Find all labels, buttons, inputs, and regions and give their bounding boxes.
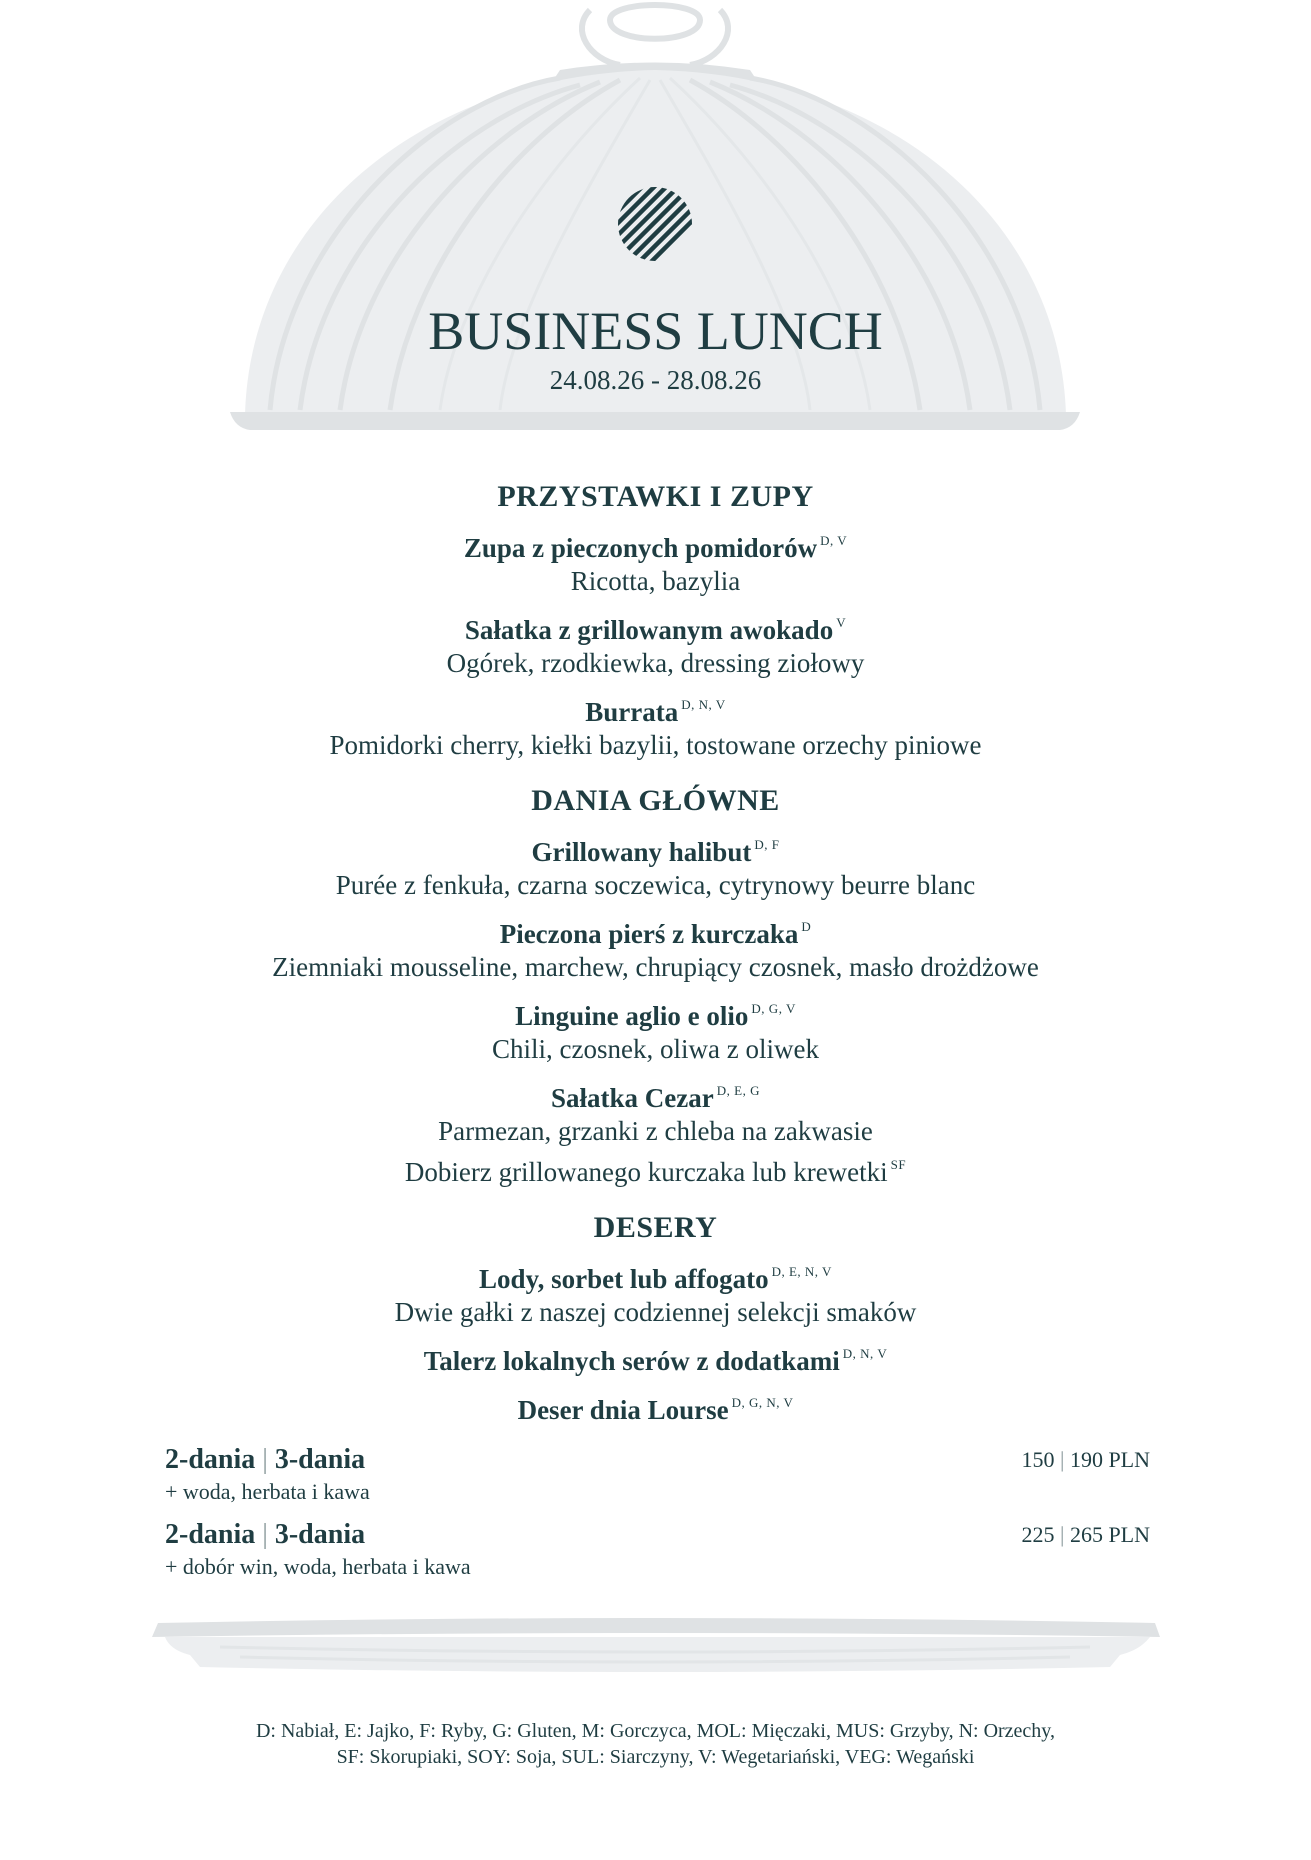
dish-name: Pieczona pierś z kurczaka $^D$ xyxy=(499,919,812,949)
menu-sections xyxy=(0,478,1311,1435)
dish-item xyxy=(0,524,1311,598)
price-value: 150 | 190 PLN xyxy=(1021,1447,1150,1472)
allergen-tags: D, N, V xyxy=(681,697,726,712)
allergen-tags: D, E, N, V xyxy=(771,1264,832,1279)
dish-item xyxy=(0,1386,1311,1427)
section-desserts xyxy=(0,1209,1311,1427)
dish-name: Talerz lokalnych serów z dodatkami $^{D, N, V}$ xyxy=(423,1346,888,1376)
dish-item xyxy=(0,1255,1311,1329)
section-title: PRZYSTAWKI I ZUPY xyxy=(497,480,814,513)
allergen-legend-line: D: Nabiał, E: Jajko, F: Ryby, G: Gluten, M: Gorczyca, MOL: Mięczaki, MUS: Grzyby, N: Orzechy, xyxy=(255,1720,1056,1742)
section-mains xyxy=(0,782,1311,1189)
allergen-tags: SF xyxy=(890,1157,907,1172)
allergen-tags: D xyxy=(801,919,812,934)
dish-description: Purée z fenkuła, czarna soczewica, cytrynowy beurre blanc xyxy=(335,870,976,900)
dish-item xyxy=(0,606,1311,680)
allergen-tags: D, E, G xyxy=(716,1083,760,1098)
price-note: + woda, herbata i kawa xyxy=(165,1479,370,1504)
price-row xyxy=(165,1443,1150,1518)
dish-description: Ricotta, bazylia xyxy=(570,566,741,596)
dish-name: Linguine aglio e olio $^{D, G, V}$ xyxy=(515,1001,796,1031)
dish-item xyxy=(0,910,1311,984)
allergen-legend-line: SF: Skorupiaki, SOY: Soja, SUL: Siarczyny, V: Wegetariański, VEG: Wegański xyxy=(336,1746,975,1768)
dish-name: Grillowany halibut $^{D, F}$ xyxy=(531,837,780,867)
striped-circle-logo-icon xyxy=(617,186,693,262)
section-title: DESERY xyxy=(593,1211,718,1244)
allergen-tags: D, F xyxy=(754,837,780,852)
dish-item xyxy=(0,992,1311,1066)
section-title: DANIA GŁÓWNE xyxy=(531,784,780,817)
page-title: BUSINESS LUNCH xyxy=(428,301,883,361)
dish-description: Ogórek, rzodkiewka, dressing ziołowy xyxy=(446,648,865,678)
dish-description-extra: Dobierz grillowanego kurczaka lub krewetki $^{SF}$ xyxy=(404,1157,907,1187)
allergen-tags: D, G, N, V xyxy=(731,1395,794,1410)
section-starters xyxy=(0,478,1311,762)
allergen-tags: D, G, V xyxy=(751,1001,796,1016)
allergen-tags: V xyxy=(836,615,847,630)
price-value: 225 | 265 PLN xyxy=(1021,1522,1150,1547)
dish-name: Deser dnia Lourse $^{D, G, N, V}$ xyxy=(517,1395,794,1425)
price-courses: 2-dania | 3-dania xyxy=(165,1519,366,1550)
date-range: 24.08.26 - 28.08.26 xyxy=(549,365,762,395)
dish-item xyxy=(0,688,1311,762)
dish-name: Sałatka z grillowanym awokado $^V$ xyxy=(464,615,847,645)
price-list xyxy=(165,1443,1150,1593)
dish-name: Sałatka Cezar $^{D, E, G}$ xyxy=(551,1083,760,1113)
allergen-legend xyxy=(0,1718,1311,1770)
dish-item xyxy=(0,1074,1311,1189)
price-courses: 2-dania | 3-dania xyxy=(165,1444,366,1475)
dish-name: Burrata $^{D, N, V}$ xyxy=(585,697,726,727)
dish-description: Dwie gałki z naszej codziennej selekcji smaków xyxy=(394,1297,917,1327)
dish-description: Chili, czosnek, oliwa z oliwek xyxy=(492,1034,819,1064)
dish-name: Lody, sorbet lub affogato $^{D, E, N, V}$ xyxy=(479,1264,832,1294)
price-row xyxy=(165,1518,1150,1593)
dish-item xyxy=(0,828,1311,902)
dish-description: Ziemniaki mousseline, marchew, chrupiący czosnek, masło drożdżowe xyxy=(272,952,1039,982)
allergen-tags: D, N, V xyxy=(842,1346,888,1361)
tray-illustration xyxy=(0,1605,1311,1685)
dish-item xyxy=(0,1337,1311,1378)
dish-description: Parmezan, grzanki z chleba na zakwasie xyxy=(438,1116,873,1146)
price-note: + dobór win, woda, herbata i kawa xyxy=(165,1554,471,1579)
dish-description: Pomidorki cherry, kiełki bazylii, tostowane orzechy piniowe xyxy=(329,730,982,760)
allergen-tags: D, V xyxy=(820,533,848,548)
dish-name: Zupa z pieczonych pomidorów $^{D, V}$ xyxy=(463,533,848,563)
